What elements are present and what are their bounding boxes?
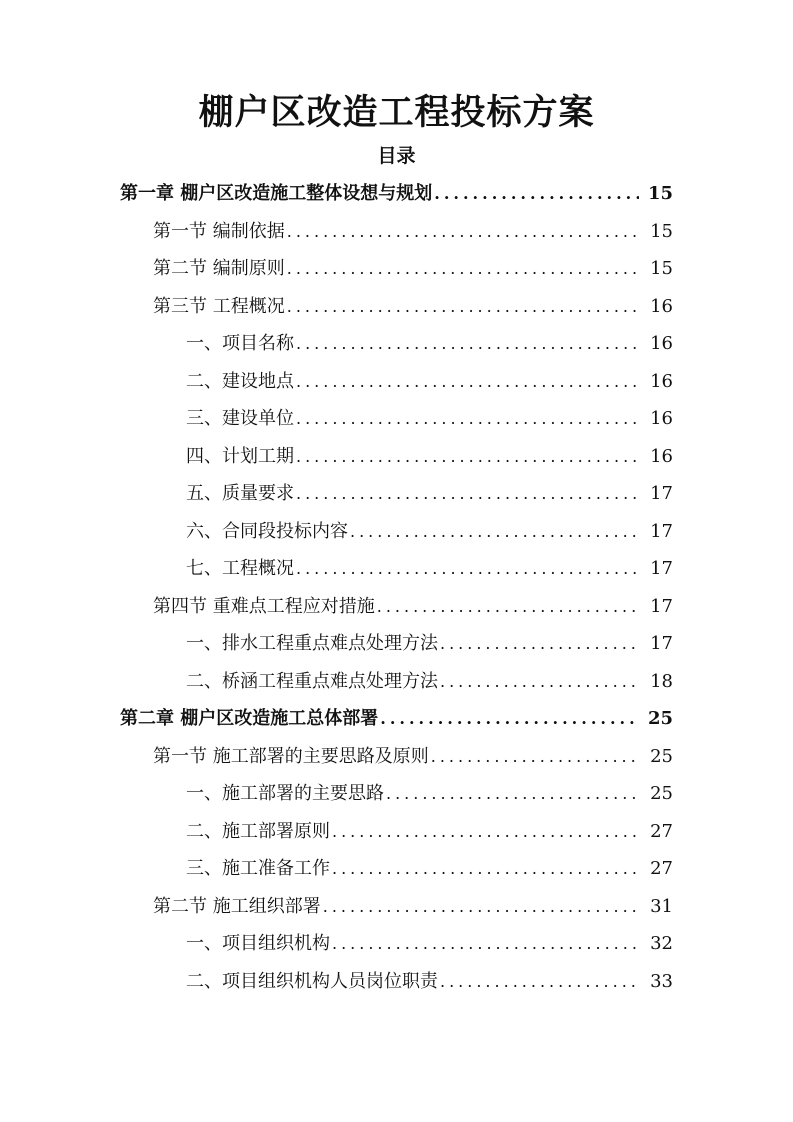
toc-entry-page-number: 17 <box>650 520 673 542</box>
toc-entry-label: 第二章 棚户区改造施工总体部署 <box>120 708 379 729</box>
toc-leader-dots <box>287 213 639 251</box>
toc-entry-item[interactable] <box>0 438 793 476</box>
toc-entry-chapter[interactable] <box>0 175 793 213</box>
toc-leader-dots <box>296 325 639 363</box>
toc-leader-dots <box>296 400 639 438</box>
toc-entry-label: 七、工程概况 <box>186 558 294 579</box>
toc-entry-label: 第四节 重难点工程应对措施 <box>153 595 375 617</box>
toc-entry-page-number: 33 <box>650 970 673 992</box>
toc-entry-label: 一、施工部署的主要思路 <box>186 783 384 804</box>
toc-entry-page-number: 15 <box>647 183 673 204</box>
toc-entry-section[interactable] <box>0 213 793 251</box>
toc-entry-page-number: 27 <box>650 820 673 842</box>
toc-entry-page-number: 17 <box>650 595 673 617</box>
toc-entry-page-number: 25 <box>650 745 673 767</box>
toc-entry-item[interactable] <box>0 925 793 963</box>
toc-entry-label: 第二节 编制原则 <box>153 258 285 279</box>
toc-entry-section[interactable] <box>0 738 793 776</box>
toc-leader-dots <box>332 813 639 851</box>
toc-entry-page-number: 32 <box>650 933 673 954</box>
toc-entry-item[interactable] <box>0 813 793 851</box>
toc-heading: 目录 <box>377 145 416 167</box>
toc-leader-dots <box>296 475 639 513</box>
toc-entry-section[interactable] <box>0 888 793 926</box>
toc-entry-label: 第一节 施工部署的主要思路及原则 <box>153 745 429 767</box>
toc-entry-label: 一、项目组织机构 <box>186 933 330 954</box>
toc-entry-section[interactable] <box>0 588 793 626</box>
toc-entry-page-number: 18 <box>650 670 673 692</box>
toc-entry-item[interactable] <box>0 400 793 438</box>
toc-entry-page-number: 16 <box>650 445 673 467</box>
toc-entry-item[interactable] <box>0 663 793 701</box>
toc-entry-label: 二、施工部署原则 <box>186 820 330 842</box>
toc-entry-section[interactable] <box>0 250 793 288</box>
toc-leader-dots <box>440 625 639 663</box>
toc-entry-label: 六、合同段投标内容 <box>186 520 348 542</box>
toc-entry-label: 一、项目名称 <box>186 333 294 354</box>
toc-entry-page-number: 16 <box>650 333 673 354</box>
toc-leader-dots <box>287 250 639 288</box>
toc-entry-item[interactable] <box>0 363 793 401</box>
toc-entry-item[interactable] <box>0 625 793 663</box>
toc-entry-label: 第三节 工程概况 <box>153 295 285 317</box>
toc-entry-label: 三、施工准备工作 <box>186 858 330 879</box>
toc-entry-label: 第二节 施工组织部署 <box>153 895 321 917</box>
toc-entry-label: 三、建设单位 <box>186 408 294 429</box>
toc-entry-page-number: 17 <box>650 483 673 504</box>
toc-leader-dots <box>350 513 639 551</box>
toc-entry-item[interactable] <box>0 325 793 363</box>
toc-entry-label: 二、建设地点 <box>186 370 294 392</box>
toc-entry-item[interactable] <box>0 550 793 588</box>
toc-entry-item[interactable] <box>0 775 793 813</box>
toc-entry-page-number: 16 <box>650 408 673 429</box>
toc-leader-dots <box>377 588 639 626</box>
toc-entry-label: 二、桥涵工程重点难点处理方法 <box>186 670 438 692</box>
toc-leader-dots <box>440 963 639 1001</box>
table-of-contents <box>0 175 793 1000</box>
toc-entry-label: 第一章 棚户区改造施工整体设想与规划 <box>120 183 433 204</box>
toc-entry-page-number: 15 <box>650 220 673 242</box>
toc-entry-item[interactable] <box>0 475 793 513</box>
toc-entry-page-number: 25 <box>647 708 673 729</box>
toc-entry-label: 四、计划工期 <box>186 445 294 467</box>
toc-leader-dots <box>332 850 639 888</box>
toc-leader-dots <box>440 663 639 701</box>
toc-entry-item[interactable] <box>0 850 793 888</box>
toc-entry-page-number: 27 <box>650 858 673 879</box>
toc-entry-item[interactable] <box>0 963 793 1001</box>
toc-entry-label: 一、排水工程重点难点处理方法 <box>186 633 438 654</box>
toc-leader-dots <box>431 738 639 776</box>
toc-entry-label: 二、项目组织机构人员岗位职责 <box>186 970 438 992</box>
toc-entry-label: 五、质量要求 <box>186 483 294 504</box>
toc-entry-label: 第一节 编制依据 <box>153 220 285 242</box>
toc-leader-dots <box>296 363 639 401</box>
toc-leader-dots <box>332 925 639 963</box>
toc-leader-dots <box>323 888 639 926</box>
toc-entry-chapter[interactable] <box>0 700 793 738</box>
toc-entry-section[interactable] <box>0 288 793 326</box>
toc-entry-page-number: 15 <box>650 258 673 279</box>
toc-leader-dots <box>386 775 639 813</box>
toc-entry-item[interactable] <box>0 513 793 551</box>
toc-entry-page-number: 16 <box>650 295 673 317</box>
document-title: 棚户区改造工程投标方案 <box>198 92 595 133</box>
toc-leader-dots <box>296 438 639 476</box>
toc-entry-page-number: 17 <box>650 633 673 654</box>
toc-leader-dots <box>296 550 639 588</box>
toc-entry-page-number: 16 <box>650 370 673 392</box>
toc-leader-dots <box>434 175 639 213</box>
toc-entry-page-number: 25 <box>650 783 673 804</box>
toc-entry-page-number: 31 <box>650 895 673 917</box>
toc-leader-dots <box>380 700 639 738</box>
toc-leader-dots <box>287 288 639 326</box>
toc-entry-page-number: 17 <box>650 558 673 579</box>
